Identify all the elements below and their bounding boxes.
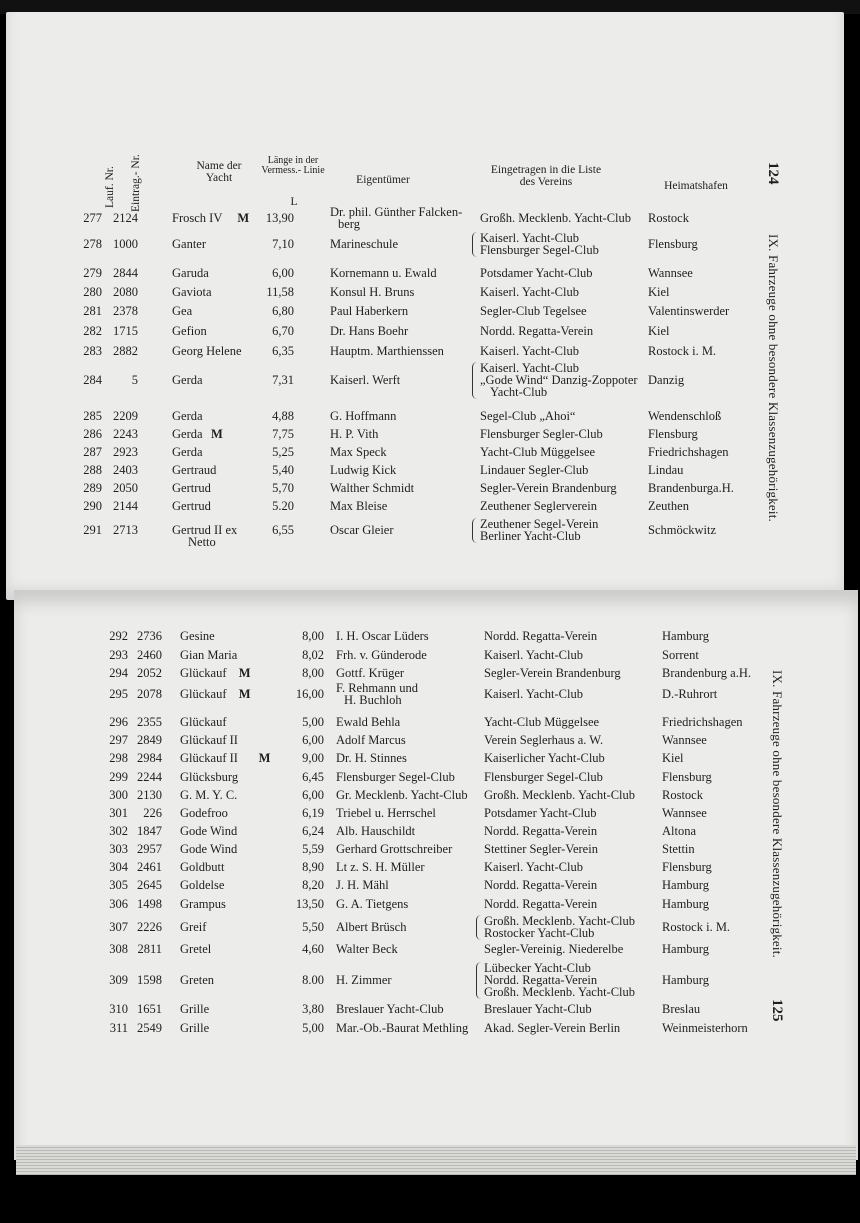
lauf-nr: 295 xyxy=(109,687,128,701)
heimatshafen: Wannsee xyxy=(662,806,707,820)
verein: Yacht-Club Müggelsee xyxy=(480,445,596,459)
lauf-nr: 277 xyxy=(83,211,102,225)
yacht-name: Glückauf xyxy=(180,687,227,701)
verein: Nordd. Regatta-Verein xyxy=(484,897,598,911)
lauf-nr: 299 xyxy=(109,770,128,784)
brace xyxy=(472,232,477,257)
yacht-name: Glückauf xyxy=(180,666,227,680)
verein: Großh. Mecklenb. Yacht-Club xyxy=(484,914,636,928)
eintrag-nr: 1598 xyxy=(137,973,162,987)
lauf-nr: 302 xyxy=(109,824,128,838)
heimatshafen: Schmöckwitz xyxy=(648,523,717,537)
heimatshafen: Breslau xyxy=(662,1002,701,1016)
yacht-name: Gode Wind xyxy=(180,842,238,856)
owner: Mar.-Ob.-Baurat Methling xyxy=(336,1021,469,1035)
verein: Stettiner Segler-Verein xyxy=(484,842,598,856)
heimatshafen: Flensburg xyxy=(648,237,698,251)
yacht-name: Gertrud II ex xyxy=(172,523,238,537)
verein: Zeuthener Segel-Verein xyxy=(480,517,599,531)
eintrag-nr: 2052 xyxy=(137,666,162,680)
heimatshafen: Hamburg xyxy=(662,942,709,956)
brace xyxy=(476,915,481,940)
verein: Segler-Club Tegelsee xyxy=(480,304,587,318)
owner: Triebel u. Herrschel xyxy=(336,806,436,820)
yacht-name: Glückauf II xyxy=(180,751,238,765)
header-eintrag-nr: Eintrag.- Nr. xyxy=(130,154,142,212)
owner: Gerhard Grottschreiber xyxy=(336,842,453,856)
header-laenge: Länge in der Vermess.- Linie xyxy=(261,155,325,176)
owner: berg xyxy=(338,217,360,231)
heimatshafen: Wannsee xyxy=(662,733,707,747)
eintrag-nr: 2849 xyxy=(137,733,162,747)
owner: Kaiserl. Werft xyxy=(330,373,401,387)
laenge: 5,25 xyxy=(272,445,294,459)
eintrag-nr: 2244 xyxy=(137,770,162,784)
yacht-name: Gerda xyxy=(172,427,203,441)
owner: I. H. Oscar Lüders xyxy=(336,629,429,643)
owner: Gr. Mecklenb. Yacht-Club xyxy=(336,788,468,802)
lauf-nr: 307 xyxy=(109,920,128,934)
verein: Segler-Vereinig. Niederelbe xyxy=(484,942,624,956)
eintrag-nr: 2078 xyxy=(137,687,162,701)
heimatshafen: Rostock xyxy=(648,211,689,225)
laenge: 13,90 xyxy=(265,211,294,225)
laenge: 5,70 xyxy=(272,481,294,495)
heimatshafen: Brandenburg a.H. xyxy=(662,666,751,680)
eintrag-nr: 2713 xyxy=(113,523,138,537)
lauf-nr: 280 xyxy=(83,285,102,299)
heimatshafen: Hamburg xyxy=(662,973,709,987)
verein: Kaiserl. Yacht-Club xyxy=(484,860,583,874)
owner: Ewald Behla xyxy=(336,715,401,729)
eintrag-nr: 1715 xyxy=(113,324,138,338)
header-heimatshafen: Heimatshafen xyxy=(664,180,728,192)
eintrag-nr: 2144 xyxy=(113,499,138,513)
verein: Nordd. Regatta-Verein xyxy=(480,324,594,338)
lauf-nr: 292 xyxy=(109,629,128,643)
heimatshafen: Hamburg xyxy=(662,878,709,892)
verein: Berliner Yacht-Club xyxy=(480,529,581,543)
eintrag-nr: 2923 xyxy=(113,445,138,459)
book-page-125 xyxy=(14,590,858,1160)
verein: Segel-Club „Ahoi“ xyxy=(480,409,576,423)
lauf-nr: 298 xyxy=(109,751,128,765)
yacht-name: Gerda xyxy=(172,445,203,459)
laenge: 9,00 xyxy=(302,751,324,765)
laenge: 6,00 xyxy=(302,733,324,747)
eintrag-nr: 2957 xyxy=(137,842,162,856)
lauf-nr: 309 xyxy=(109,973,128,987)
laenge: 8.00 xyxy=(302,973,324,987)
owner: Alb. Hauschildt xyxy=(336,824,416,838)
owner: Dr. H. Stinnes xyxy=(336,751,407,765)
lauf-nr: 300 xyxy=(109,788,128,802)
laenge: 6,80 xyxy=(272,304,294,318)
yacht-name: Godefroo xyxy=(180,806,228,820)
verein: Nordd. Regatta-Verein xyxy=(484,878,598,892)
eintrag-nr: 2645 xyxy=(137,878,162,892)
verein: Flensburger Segel-Club xyxy=(480,243,599,257)
heimatshafen: Rostock i. M. xyxy=(662,920,731,934)
page-number: 124 xyxy=(765,162,781,185)
owner: Konsul H. Bruns xyxy=(330,285,415,299)
laenge: 8,20 xyxy=(302,878,324,892)
yacht-name: Gertraud xyxy=(172,463,217,477)
lauf-nr: 285 xyxy=(83,409,102,423)
header-laenge-unit: L xyxy=(290,196,298,208)
lauf-nr: 284 xyxy=(83,373,102,387)
heimatshafen: Valentinswerder xyxy=(648,304,730,318)
lauf-nr: 306 xyxy=(109,897,128,911)
lauf-nr: 278 xyxy=(83,237,102,251)
heimatshafen: Sorrent xyxy=(662,648,699,662)
yacht-name: Gretel xyxy=(180,942,212,956)
eintrag-nr: 226 xyxy=(143,806,162,820)
heimatshafen: Flensburg xyxy=(662,770,712,784)
owner: H. Zimmer xyxy=(336,973,392,987)
lauf-nr: 305 xyxy=(109,878,128,892)
motor-mark: M xyxy=(238,666,251,680)
verein: Lindauer Segler-Club xyxy=(480,463,589,477)
yacht-name: Garuda xyxy=(172,266,209,280)
heimatshafen: Kiel xyxy=(648,324,670,338)
eintrag-nr: 2984 xyxy=(137,751,162,765)
lauf-nr: 286 xyxy=(83,427,102,441)
owner: H. Buchloh xyxy=(344,693,402,707)
laenge: 4,60 xyxy=(302,942,324,956)
laenge: 5,50 xyxy=(302,920,324,934)
eintrag-nr: 2811 xyxy=(137,942,162,956)
motor-mark: M xyxy=(258,751,271,765)
heimatshafen: Wannsee xyxy=(648,266,693,280)
header-eingetragen: Eingetragen in die Liste des Vereins xyxy=(490,164,602,188)
heimatshafen: Rostock xyxy=(662,788,703,802)
laenge: 16,00 xyxy=(295,687,324,701)
yacht-name: Gode Wind xyxy=(180,824,238,838)
page-number: 125 xyxy=(769,999,785,1022)
owner: Lt z. S. H. Müller xyxy=(336,860,425,874)
eintrag-nr: 2403 xyxy=(113,463,138,477)
heimatshafen: Flensburg xyxy=(662,860,712,874)
owner: Dr. Hans Boehr xyxy=(330,324,409,338)
yacht-name: Gea xyxy=(172,304,193,318)
yacht-name: Gefion xyxy=(172,324,207,338)
eintrag-nr: 2378 xyxy=(113,304,138,318)
verein: Kaiserl. Yacht-Club xyxy=(480,344,579,358)
motor-mark: M xyxy=(211,427,223,441)
yacht-name: Glückauf xyxy=(180,715,227,729)
verein: Kaiserl. Yacht-Club xyxy=(480,361,579,375)
yacht-name: Gian Maria xyxy=(180,648,238,662)
lauf-nr: 281 xyxy=(83,304,102,318)
eintrag-nr: 2882 xyxy=(113,344,138,358)
eintrag-nr: 1000 xyxy=(113,237,138,251)
yacht-name: Gertrud xyxy=(172,481,211,495)
header-lauf-nr: Lauf. Nr. xyxy=(104,166,116,208)
verein: Lübecker Yacht-Club xyxy=(484,961,591,975)
laenge: 8,90 xyxy=(302,860,324,874)
yacht-name: Gaviota xyxy=(172,285,212,299)
eintrag-nr: 2080 xyxy=(113,285,138,299)
lauf-nr: 294 xyxy=(109,666,128,680)
owner: Max Speck xyxy=(330,445,387,459)
verein: Kaiserl. Yacht-Club xyxy=(480,285,579,299)
owner: G. Hoffmann xyxy=(330,409,397,423)
heimatshafen: Friedrichshagen xyxy=(662,715,743,729)
motor-mark: M xyxy=(238,687,251,701)
brace xyxy=(472,518,477,543)
owner: Oscar Gleier xyxy=(330,523,394,537)
heimatshafen: D.-Ruhrort xyxy=(662,687,718,701)
owner: Breslauer Yacht-Club xyxy=(336,1002,444,1016)
laenge: 5.20 xyxy=(272,499,294,513)
owner: Walther Schmidt xyxy=(330,481,415,495)
verein: Verein Seglerhaus a. W. xyxy=(484,733,604,747)
lauf-nr: 301 xyxy=(109,806,128,820)
heimatshafen: Rostock i. M. xyxy=(648,344,717,358)
laenge: 8,00 xyxy=(302,666,324,680)
yacht-name: Gerda xyxy=(172,409,203,423)
heimatshafen: Hamburg xyxy=(662,629,709,643)
owner: Kornemann u. Ewald xyxy=(330,266,437,280)
owner: Paul Haberkern xyxy=(330,304,409,318)
eintrag-nr: 1847 xyxy=(137,824,162,838)
verein: Breslauer Yacht-Club xyxy=(484,1002,592,1016)
verein: Flensburger Segler-Club xyxy=(480,427,603,441)
eintrag-nr: 2549 xyxy=(137,1021,162,1035)
yacht-name: Greten xyxy=(180,973,215,987)
yacht-name: Ganter xyxy=(172,237,207,251)
heimatshafen: Stettin xyxy=(662,842,695,856)
laenge: 6,00 xyxy=(302,788,324,802)
verein: Segler-Verein Brandenburg xyxy=(484,666,621,680)
yacht-name: Gertrud xyxy=(172,499,211,513)
lauf-nr: 279 xyxy=(83,266,102,280)
verein: Zeuthener Seglerverein xyxy=(480,499,597,513)
heimatshafen: Hamburg xyxy=(662,897,709,911)
laenge: 11,58 xyxy=(266,285,294,299)
laenge: 8,00 xyxy=(302,629,324,643)
owner: Adolf Marcus xyxy=(336,733,406,747)
laenge: 6,45 xyxy=(302,770,324,784)
lauf-nr: 297 xyxy=(109,733,128,747)
owner: Dr. phil. Günther Falcken- xyxy=(330,205,463,219)
header-name: Name der Yacht xyxy=(196,160,242,184)
owner: Marineschule xyxy=(330,237,399,251)
eintrag-nr: 2050 xyxy=(113,481,138,495)
heimatshafen: Wendenschloß xyxy=(648,409,722,423)
lauf-nr: 293 xyxy=(109,648,128,662)
laenge: 7,10 xyxy=(272,237,294,251)
verein: Nordd. Regatta-Verein xyxy=(484,629,598,643)
yacht-name: Glückauf II xyxy=(180,733,238,747)
yacht-name: Georg Helene xyxy=(172,344,242,358)
brace xyxy=(472,362,477,399)
laenge: 3,80 xyxy=(302,1002,324,1016)
heimatshafen: Altona xyxy=(662,824,697,838)
lauf-nr: 303 xyxy=(109,842,128,856)
yacht-name: Grampus xyxy=(180,897,226,911)
yacht-name: Grille xyxy=(180,1021,210,1035)
owner: G. A. Tietgens xyxy=(336,897,409,911)
eintrag-nr: 2130 xyxy=(137,788,162,802)
eintrag-nr: 5 xyxy=(131,373,138,387)
owner: Albert Brüsch xyxy=(336,920,407,934)
eintrag-nr: 2355 xyxy=(137,715,162,729)
yacht-name: Glücksburg xyxy=(180,770,239,784)
lauf-nr: 290 xyxy=(83,499,102,513)
verein: Kaiserl. Yacht-Club xyxy=(480,231,579,245)
yacht-name: Grille xyxy=(180,1002,210,1016)
owner: H. P. Vith xyxy=(330,427,379,441)
verein: Segler-Verein Brandenburg xyxy=(480,481,617,495)
eintrag-nr: 2226 xyxy=(137,920,162,934)
yacht-name: G. M. Y. C. xyxy=(180,788,238,802)
owner: Frh. v. Günderode xyxy=(336,648,427,662)
yacht-name: Goldelse xyxy=(180,878,225,892)
eintrag-nr: 2460 xyxy=(137,648,162,662)
verein: Nordd. Regatta-Verein xyxy=(484,824,598,838)
lauf-nr: 291 xyxy=(83,523,102,537)
verein: Potsdamer Yacht-Club xyxy=(484,806,597,820)
owner: F. Rehmann und xyxy=(336,681,418,695)
laenge: 5,00 xyxy=(302,1021,324,1035)
lauf-nr: 304 xyxy=(109,860,128,874)
side-title: IX. Fahrzeuge ohne besondere Klassenzugehörigkeit. xyxy=(766,234,781,522)
eintrag-nr: 2243 xyxy=(113,427,138,441)
heimatshafen: Kiel xyxy=(648,285,670,299)
eintrag-nr: 2209 xyxy=(113,409,138,423)
verein: Kaiserlicher Yacht-Club xyxy=(484,751,605,765)
yacht-name: Greif xyxy=(180,920,207,934)
verein: Rostocker Yacht-Club xyxy=(484,926,595,940)
verein: Kaiserl. Yacht-Club xyxy=(484,648,583,662)
laenge: 5,59 xyxy=(302,842,324,856)
owner: Gottf. Krüger xyxy=(336,666,405,680)
owner: Ludwig Kick xyxy=(330,463,397,477)
verein: Potsdamer Yacht-Club xyxy=(480,266,593,280)
brace xyxy=(476,962,481,999)
laenge: 6,70 xyxy=(272,324,294,338)
heimatshafen: Friedrichshagen xyxy=(648,445,729,459)
heimatshafen: Zeuthen xyxy=(648,499,689,513)
lauf-nr: 308 xyxy=(109,942,128,956)
verein: Großh. Mecklenb. Yacht-Club xyxy=(484,788,636,802)
verein: Nordd. Regatta-Verein xyxy=(484,973,598,987)
heimatshafen: Danzig xyxy=(648,373,685,387)
verein: Akad. Segler-Verein Berlin xyxy=(484,1021,621,1035)
laenge: 7,75 xyxy=(272,427,294,441)
lauf-nr: 296 xyxy=(109,715,128,729)
laenge: 6,24 xyxy=(302,824,324,838)
laenge: 8,02 xyxy=(302,648,324,662)
owner: Flensburger Segel-Club xyxy=(336,770,455,784)
lauf-nr: 282 xyxy=(83,324,102,338)
heimatshafen: Lindau xyxy=(648,463,684,477)
eintrag-nr: 2461 xyxy=(137,860,162,874)
book-page-edges xyxy=(16,1145,856,1175)
verein: Yacht-Club xyxy=(490,385,548,399)
laenge: 4,88 xyxy=(272,409,294,423)
laenge: 6,00 xyxy=(272,266,294,280)
verein: Kaiserl. Yacht-Club xyxy=(484,687,583,701)
verein: Großh. Mecklenb. Yacht-Club xyxy=(480,211,632,225)
heimatshafen: Weinmeisterhorn xyxy=(662,1021,748,1035)
laenge: 5,40 xyxy=(272,463,294,477)
eintrag-nr: 2844 xyxy=(113,266,138,280)
eintrag-nr: 1498 xyxy=(137,897,162,911)
owner: Walter Beck xyxy=(336,942,398,956)
heimatshafen: Kiel xyxy=(662,751,684,765)
owner: J. H. Mähl xyxy=(336,878,389,892)
yacht-name-cont: Netto xyxy=(188,535,216,549)
lauf-nr: 288 xyxy=(83,463,102,477)
lauf-nr: 289 xyxy=(83,481,102,495)
lauf-nr: 310 xyxy=(109,1002,128,1016)
lauf-nr: 287 xyxy=(83,445,102,459)
side-title: IX. Fahrzeuge ohne besondere Klassenzugehörigkeit. xyxy=(770,670,785,958)
yacht-name: Goldbutt xyxy=(180,860,225,874)
yacht-name: Gesine xyxy=(180,629,215,643)
yacht-name: Frosch IV xyxy=(172,211,223,225)
verein: „Gode Wind“ Danzig-Zoppoter xyxy=(480,373,638,387)
motor-mark: M xyxy=(237,211,250,225)
lauf-nr: 311 xyxy=(109,1021,128,1035)
eintrag-nr: 1651 xyxy=(137,1002,162,1016)
header-eigentuemer: Eigentümer xyxy=(356,174,410,186)
lauf-nr: 283 xyxy=(83,344,102,358)
yacht-name: Gerda xyxy=(172,373,203,387)
owner: Max Bleise xyxy=(330,499,388,513)
verein: Großh. Mecklenb. Yacht-Club xyxy=(484,985,636,999)
heimatshafen: Flensburg xyxy=(648,427,698,441)
laenge: 13,50 xyxy=(295,897,324,911)
laenge: 7,31 xyxy=(272,373,294,387)
laenge: 5,00 xyxy=(302,715,324,729)
eintrag-nr: 2124 xyxy=(113,211,138,225)
verein: Flensburger Segel-Club xyxy=(484,770,603,784)
heimatshafen: Brandenburga.H. xyxy=(648,481,734,495)
owner: Hauptm. Marthienssen xyxy=(330,344,444,358)
laenge: 6,19 xyxy=(302,806,324,820)
laenge: 6,55 xyxy=(272,523,294,537)
book-page-124 xyxy=(6,12,844,600)
eintrag-nr: 2736 xyxy=(137,629,162,643)
verein: Yacht-Club Müggelsee xyxy=(484,715,600,729)
laenge: 6,35 xyxy=(272,344,294,358)
